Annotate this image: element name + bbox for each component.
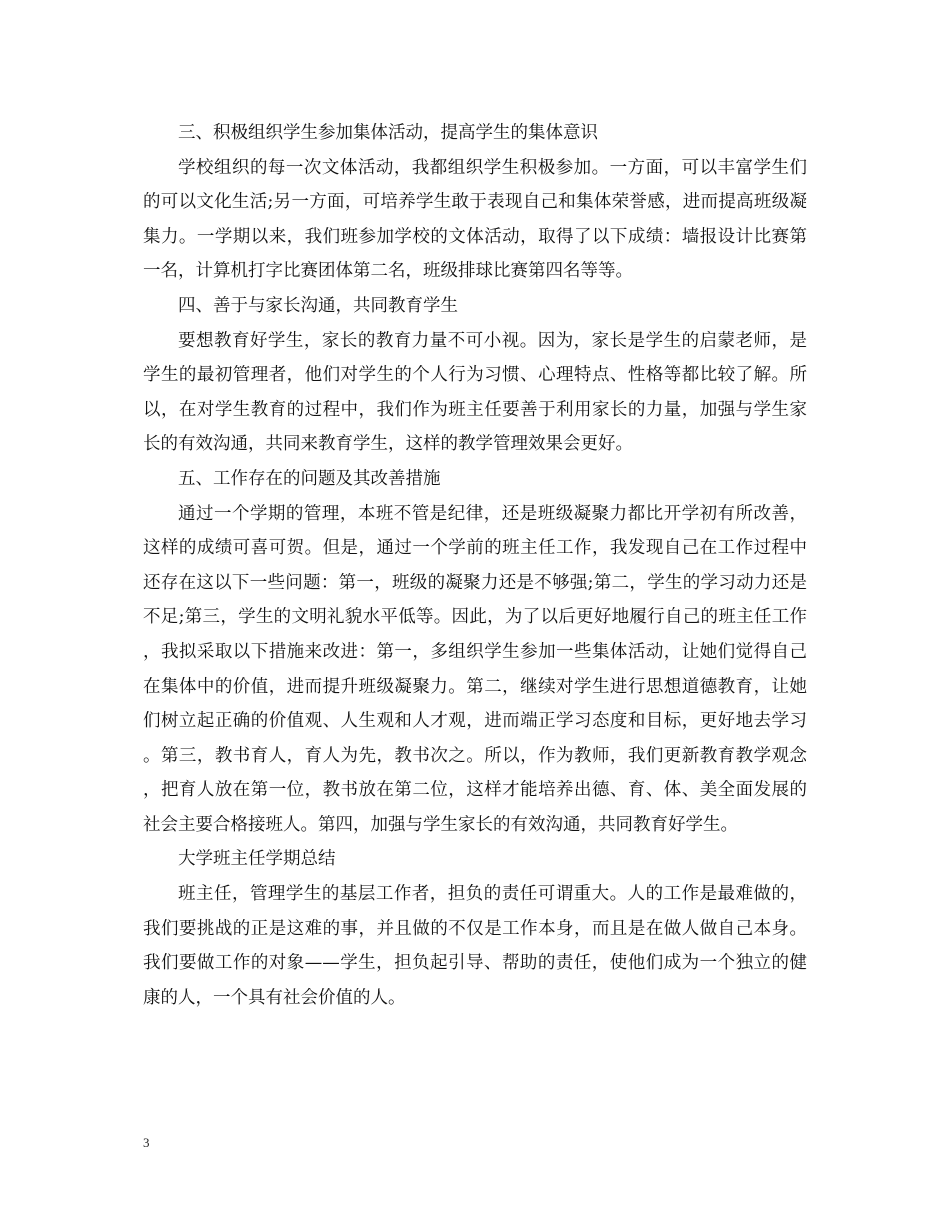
body-paragraph: 学校组织的每一次文体活动，我都组织学生积极参加。一方面，可以丰富学生们的可以文化生活;另一方面，可培养学生敢于表现自己和集体荣誉感，进而提高班级凝集力。一学期以来，我们班参加学校的文体活动，取得了以下成绩：墙报设计比赛第一名，计算机打字比赛团体第二名，班级排球比赛第四名等等。 — [143, 157, 807, 282]
summary-title: 大学班主任学期总结 — [178, 849, 336, 870]
body-paragraph: 班主任，管理学生的基层工作者，担负的责任可谓重大。人的工作是最难做的，我们要挑战的正是这难的事，并且做的不仅是工作本身，而且是在做人做自己本身。我们要做工作的对象——学生，担负起引导、帮助的责任，使他们成为一个独立的健康的人，一个具有社会价值的人。 — [143, 884, 807, 1008]
section-heading-3: 三、积极组织学生参加集体活动，提高学生的集体意识 — [178, 123, 598, 143]
section-heading-4: 四、善于与家长沟通，共同教育学生 — [178, 295, 458, 316]
document-body — [143, 116, 807, 1015]
page-number: 3 — [143, 1135, 150, 1150]
body-paragraph: 要想教育好学生，家长的教育力量不可小视。因为，家长是学生的启蒙老师，是学生的最初管理者，他们对学生的个人行为习惯、心理特点、性格等都比较了解。所以，在对学生教育的过程中，我们作为班主任要善于利用家长的力量，加强与学生家长的有效沟通，共同来教育学生，这样的教学管理效果会更好。 — [143, 330, 807, 455]
body-paragraph: 通过一个学期的管理，本班不管是纪律，还是班级凝聚力都比开学初有所改善，这样的成绩可喜可贺。但是，通过一个学前的班主任工作，我发现自己在工作过程中还存在这以下一些问题：第一，班级的凝聚力还是不够强;第二，学生的学习动力还是不足;第三，学生的文明礼貌水平低等。因此，为了以后更好地履行自己的班主任工作，我拟采取以下措施来改进：第一，多组织学生参加一些集体活动，让她们觉得自己在集体中的价值，进而提升班级凝聚力。第二，继续对学生进行思想道德教育，让她们树立起正确的价值观、人生观和人才观，进而端正学习态度和目标，更好地去学习。第三，教书育人，育人为先，教书次之。所以，作为教师，我们更新教育教学观念，把育人放在第一位，教书放在第二位，这样才能培养出德、育、体、美全面发展的社会主要合格接班人。第四，加强与学生家长的有效沟通，共同教育好学生。 — [143, 503, 807, 835]
section-heading-5: 五、工作存在的问题及其改善措施 — [178, 468, 441, 489]
